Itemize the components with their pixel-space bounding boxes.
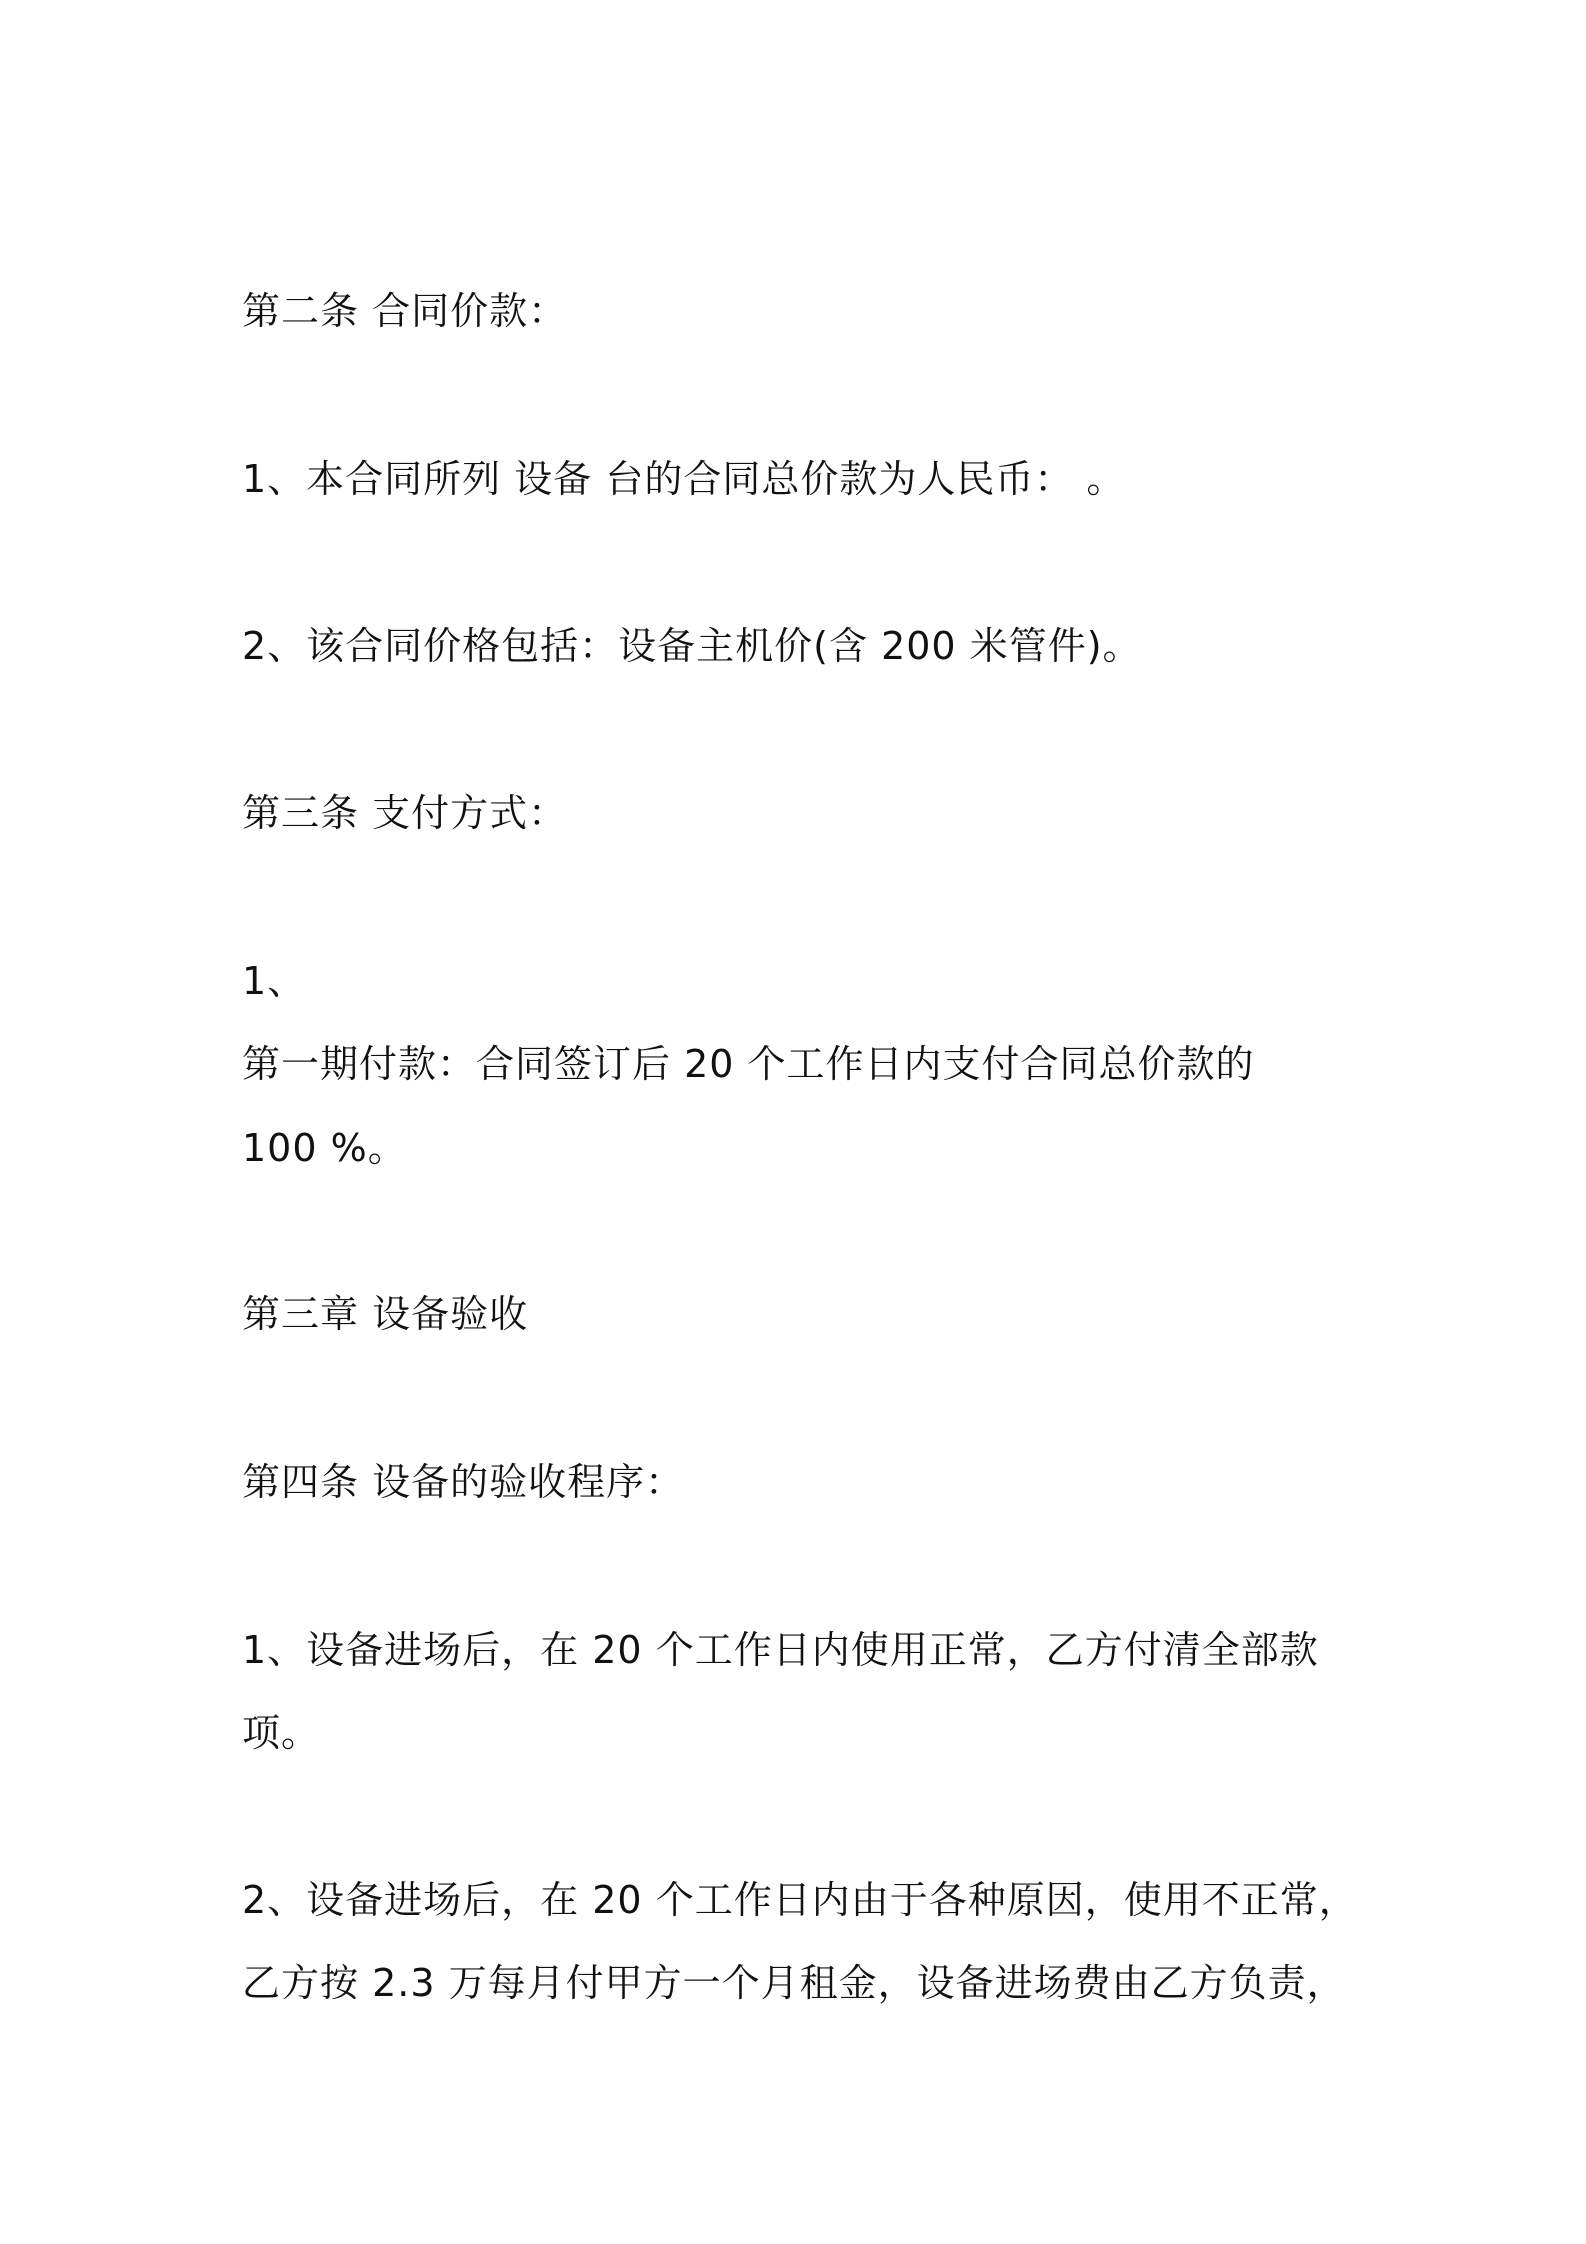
article-4-heading: 第四条 设备的验收程序： [242, 1460, 685, 1504]
article-3-clause-1-number: 1、 [242, 959, 307, 1003]
article-3-clause-1-text: 第一期付款：合同签订后 20 个工作日内支付合同总价款的 [242, 1042, 1255, 1086]
article-3-heading: 第三条 支付方式： [242, 791, 568, 835]
article-4-clause-2-continued: 乙方按 2.3 万每月付甲方一个月租金，设备进场费由乙方负责， [242, 1961, 1346, 2005]
article-2-heading: 第二条 合同价款： [242, 289, 568, 333]
article-3-clause-1-continued: 100 %。 [242, 1126, 407, 1170]
article-4-clause-1: 1、设备进场后，在 20 个工作日内使用正常，乙方付清全部款 [242, 1628, 1319, 1672]
chapter-3-heading: 第三章 设备验收 [242, 1292, 529, 1336]
article-2-clause-2: 2、该合同价格包括：设备主机价(含 200 米管件)。 [242, 624, 1142, 668]
article-4-clause-1-continued: 项。 [242, 1711, 321, 1755]
article-2-clause-1: 1、本合同所列 设备 台的合同总价款为人民币： 。 [242, 457, 1126, 501]
article-4-clause-2: 2、设备进场后，在 20 个工作日内由于各种原因，使用不正常， [242, 1878, 1358, 1922]
